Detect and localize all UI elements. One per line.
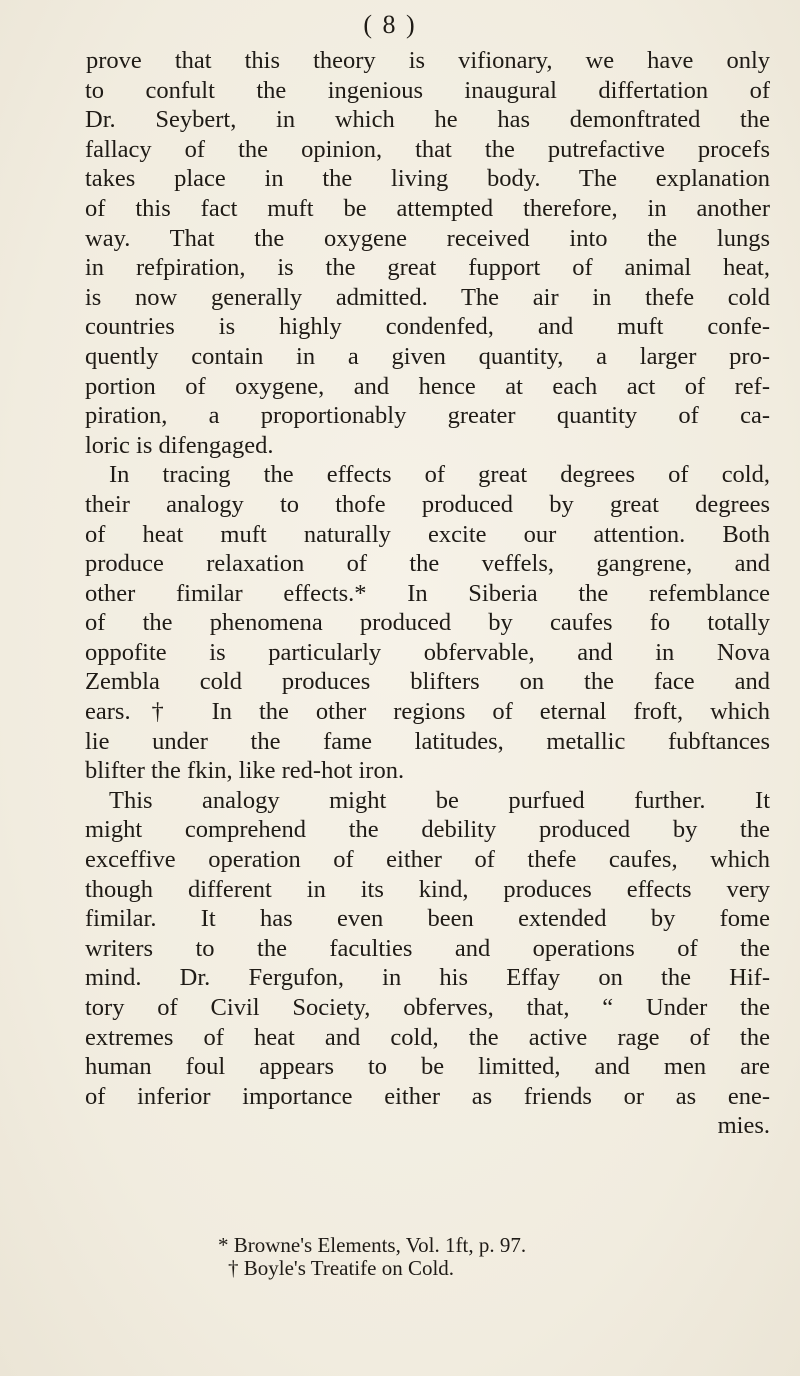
text-line: countries is highly condenfed, and muft confe-: [85, 313, 770, 341]
text-line: of this fact muft be attempted therefore, in another: [85, 194, 770, 222]
text-line: human foul appears to be limitted, and men are: [85, 1053, 770, 1081]
footnote-1: * Browne's Elements, Vol. 1ft, p. 97.: [218, 1233, 527, 1257]
text-line: exceffive operation of either of thefe caufes, which: [85, 846, 770, 874]
text-line: oppofite is particularly obfervable, and in Nova: [85, 638, 770, 666]
text-line: Dr. Seybert, in which he has demonftrated the: [85, 106, 770, 134]
text-line: in refpiration, is the great fupport of animal heat,: [85, 254, 770, 282]
text-line: prove that this theory is vifionary, we have only: [86, 47, 770, 74]
text-line: piration, a proportionably greater quantity of ca-: [85, 402, 770, 430]
body-text: [85, 46, 770, 1141]
text-line: might comprehend the debility produced by the: [85, 816, 770, 844]
paragraph-start-line: In tracing the effects of great degrees of cold,: [109, 461, 770, 489]
text-line: though different in its kind, produces effects very: [85, 875, 770, 903]
text-line: quently contain in a given quantity, a larger pro-: [85, 342, 770, 370]
footnotes: [85, 1234, 770, 1280]
footnote-2: † Boyle's Treatife on Cold.: [228, 1256, 455, 1280]
text-line: to confult the ingenious inaugural differtation of: [85, 76, 770, 104]
text-line: blifter the fkin, like red-hot iron.: [85, 757, 405, 785]
text-line: fimilar. It has even been extended by fome: [85, 905, 770, 933]
text-line: other fimilar effects.* In Siberia the refemblance: [85, 579, 770, 607]
text-line: of the phenomena produced by caufes fo totally: [85, 609, 770, 637]
text-line: their analogy to thofe produced by great degrees: [85, 490, 770, 518]
text-line: takes place in the living body. The explanation: [85, 165, 770, 193]
paragraph-start-line: This analogy might be purfued further. It: [109, 786, 770, 814]
text-line: ears.† In the other regions of eternal froft, which: [85, 698, 770, 726]
text-line: writers to the faculties and operations of the: [85, 934, 770, 962]
text-line: of inferior importance either as friends or as ene-: [85, 1082, 770, 1110]
text-line: is now generally admitted. The air in thefe cold: [85, 283, 770, 311]
text-line: way. That the oxygene received into the lungs: [85, 224, 770, 252]
page-number: ( 8 ): [363, 10, 417, 39]
text-line: loric is difengaged.: [85, 431, 274, 459]
text-line: mies.: [717, 1112, 770, 1140]
text-line: lie under the fame latitudes, metallic fubftances: [85, 727, 770, 755]
text-line: extremes of heat and cold, the active rage of the: [85, 1023, 770, 1051]
text-line: fallacy of the opinion, that the putrefactive procefs: [85, 135, 770, 163]
text-line: portion of oxygene, and hence at each act of ref-: [85, 372, 770, 400]
text-line: of heat muft naturally excite our attention. Both: [85, 520, 770, 548]
text-line: tory of Civil Society, obferves, that, “ Under the: [85, 994, 770, 1021]
text-line: produce relaxation of the veffels, gangrene, and: [85, 550, 770, 578]
text-line: mind. Dr. Fergufon, in his Effay on the Hif-: [85, 964, 770, 992]
text-line: Zembla cold produces blifters on the face and: [85, 668, 770, 696]
